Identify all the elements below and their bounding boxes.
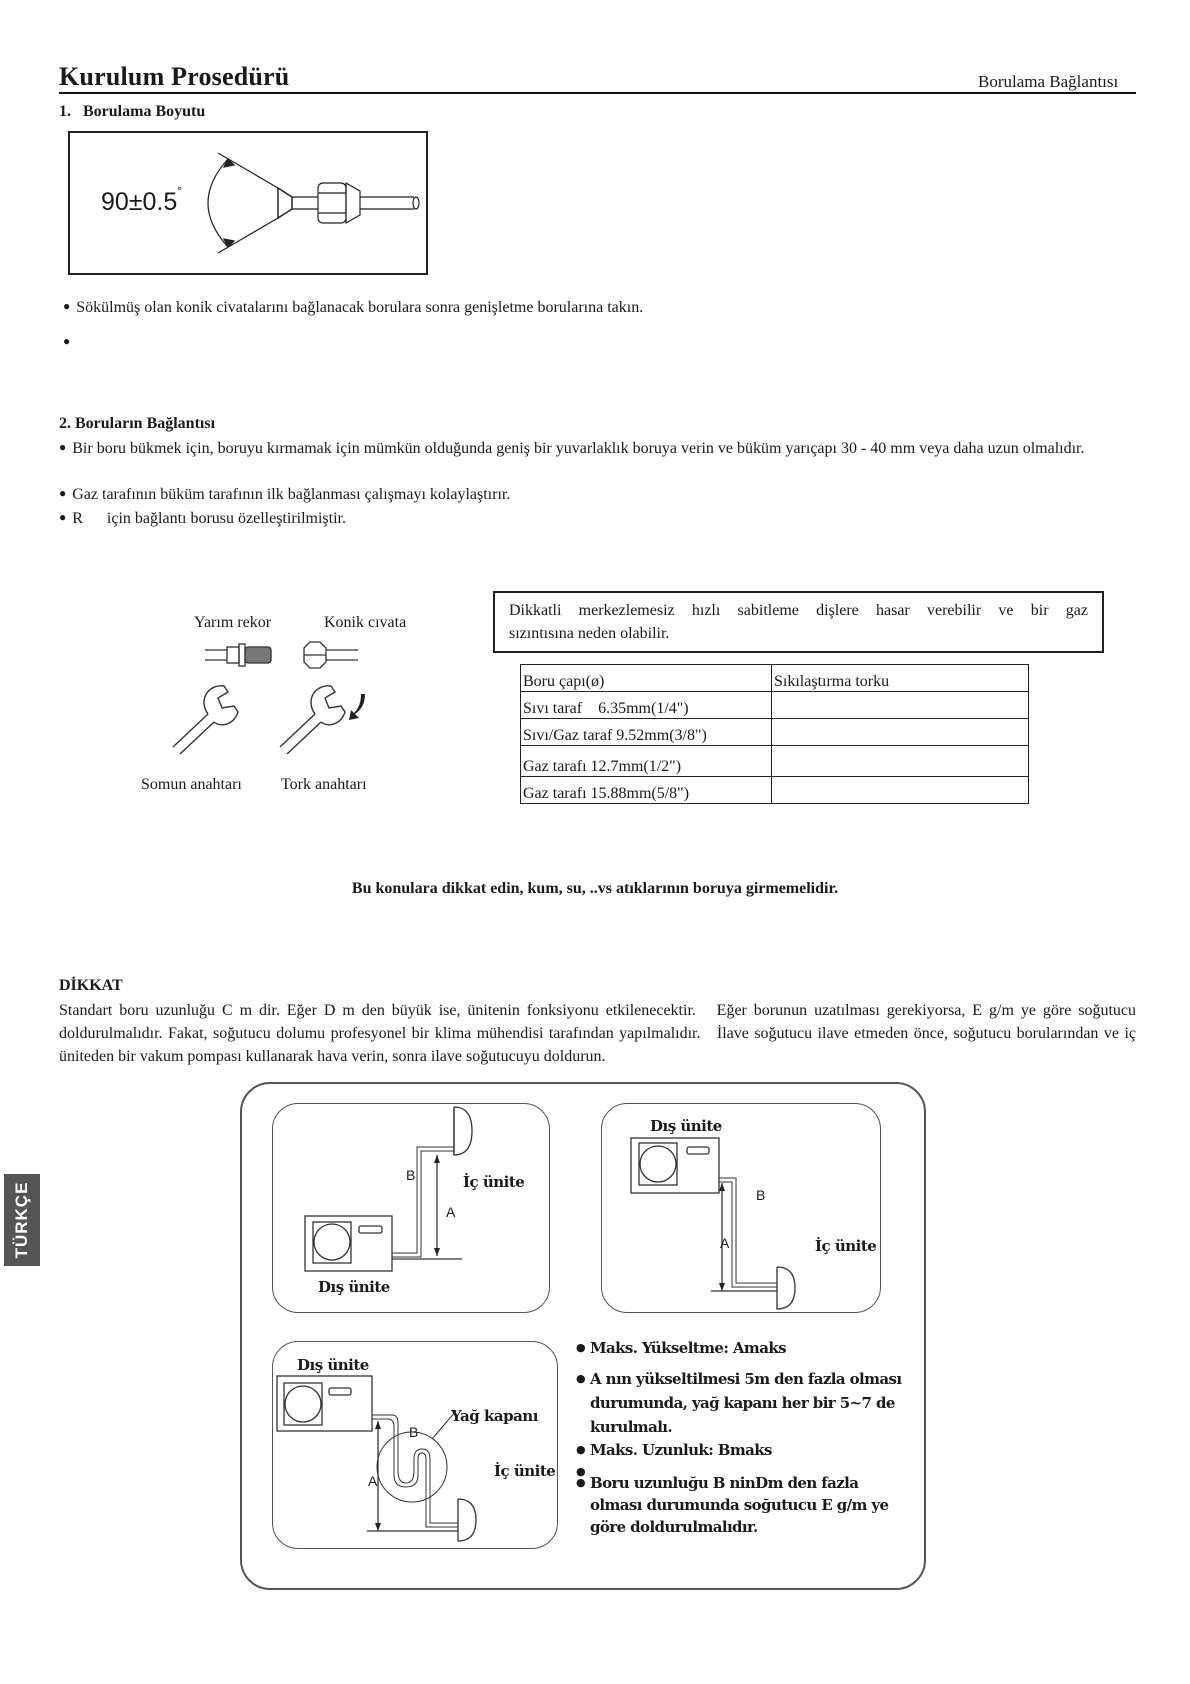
section-2-heading: 2. Boruların Bağlantısı <box>59 415 216 432</box>
indoor-unit-label: İç ünite <box>815 1237 877 1255</box>
spanner-label: Somun anahtarı <box>141 776 242 793</box>
torque-table <box>520 664 1029 804</box>
indoor-above-diagram <box>272 1103 550 1313</box>
section-header: Borulama Bağlantısı <box>978 72 1119 91</box>
bullet-empty <box>63 331 76 355</box>
header-pipe-diameter: Boru çapı(ø) <box>521 665 772 692</box>
label-b: B <box>756 1187 766 1203</box>
page-title: Kurulum Prosedürü <box>59 62 290 91</box>
spec-oil-trap: ● A nın yükseltilmesi 5m den fazla olması durumunda, yağ kapanı her bir 5~7 de kurulmalı. <box>576 1367 906 1439</box>
caution-heading: DİKKAT <box>59 977 123 994</box>
language-tab <box>4 1174 40 1266</box>
debris-warning: Bu konulara dikkat edin, kum, su, ..vs atıklarının boruya girmemelidir. <box>351 880 839 897</box>
flare-nut-label: Konik cıvata <box>324 614 407 631</box>
torque-wrench-icon <box>275 682 385 762</box>
label-a: A <box>368 1473 378 1489</box>
oil-trap-label: Yağ kapanı <box>451 1407 538 1425</box>
table-row <box>521 777 1029 804</box>
bullet-flare-nut: ● Sökülmüş olan konik civatalarını bağlanacak borulara sonra genişletme borularına takın. <box>63 296 643 320</box>
bullet-bending: ● Bir boru bükmek için, boruyu kırmamak için mümkün olduğunda geniş bir yuvarlaklık boruya verin ve büküm yarıçapı 30 - 40 mm veya daha uzun olmalıdır. <box>59 437 1136 461</box>
bullet-refrigerant: ● R için bağlantı borusu özelleştirilmiştir. <box>59 507 346 531</box>
header-divider <box>59 92 1136 94</box>
indoor-unit-label: İç ünite <box>463 1173 525 1191</box>
outdoor-unit-label: Dış ünite <box>297 1356 369 1374</box>
caution-paragraph: Standart boru uzunluğu C m dir. Eğer D m den büyük ise, ünitenin fonksiyonu etkilenecektir. Eğer borunun uzatılması gerekiyorsa, E g/m ye göre soğutucu doldurulmalıdır. Fakat, soğutucu dolumu profesyonel bir klima mühendisi tarafından yapılmalıdır. İlave soğutucu ilave etmeden önce, soğutucu borularından ve iç üniteden bir vakum pompası kullanarak hava verin, sonra ilave soğutucuyu doldurun. <box>59 1002 1140 1065</box>
label-a: A <box>446 1204 456 1220</box>
warning-note-line-2: sızıntısına neden olabilir. <box>509 625 670 642</box>
torque-value-cell <box>772 719 1029 746</box>
indoor-unit-label: İç ünite <box>494 1462 556 1480</box>
torque-value-cell <box>772 692 1029 719</box>
table-row <box>521 719 1029 746</box>
pipe-size-cell: Sıvı/Gaz taraf 9.52mm(3/8") <box>521 719 772 746</box>
label-a: A <box>720 1235 730 1251</box>
torque-value-cell <box>772 777 1029 804</box>
spanner-icon <box>168 682 258 762</box>
spec-refrigerant-charge: ● Boru uzunluğu B ninDm den fazla olması durumunda soğutucu E g/m ye göre doldurulmalıdır. <box>576 1472 906 1538</box>
pipe-size-cell: Gaz tarafı 15.88mm(5/8") <box>521 777 772 804</box>
spec-max-elevation: ● Maks. Yükseltme: Amaks <box>576 1337 906 1359</box>
outdoor-unit-label: Dış ünite <box>650 1117 722 1135</box>
table-header-row <box>521 665 1029 692</box>
warning-note <box>493 591 1104 653</box>
half-union-icon <box>205 640 285 670</box>
torque-value-cell <box>772 746 1029 777</box>
pipe-size-cell: Gaz tarafı 12.7mm(1/2") <box>521 746 772 777</box>
label-b: B <box>406 1167 416 1183</box>
degree-symbol: ° <box>177 184 183 198</box>
outdoor-unit-label: Dış ünite <box>318 1278 390 1296</box>
angle-value: 90±0.5 <box>101 188 178 216</box>
label-b: B <box>409 1424 419 1440</box>
table-row <box>521 746 1029 777</box>
torque-wrench-label: Tork anahtarı <box>281 776 367 793</box>
header-tightening-torque: Sıkılaştırma torku <box>772 665 1029 692</box>
pipe-size-cell: Sıvı taraf 6.35mm(1/4") <box>521 692 772 719</box>
flare-nut-icon <box>300 640 380 670</box>
flare-pipe-icon <box>68 131 428 275</box>
bullet-gas-side: ● Gaz tarafının büküm tarafının ilk bağlanması çalışmayı kolaylaştırır. <box>59 483 510 507</box>
spec-empty <box>576 1461 906 1472</box>
warning-note-line-1: Dikkatli merkezlemesiz hızlı sabitleme dişlere hasar verebilir ve bir gaz <box>509 602 1088 619</box>
section-1-heading: 1. Borulama Boyutu <box>59 103 206 120</box>
half-union-label: Yarım rekor <box>194 614 272 631</box>
table-row <box>521 692 1029 719</box>
outdoor-above-diagram <box>601 1103 881 1313</box>
diagram-specs-list <box>576 1337 906 1538</box>
language-label: TÜRKÇE <box>12 1181 31 1259</box>
spec-max-length: ● Maks. Uzunluk: Bmaks <box>576 1439 906 1461</box>
